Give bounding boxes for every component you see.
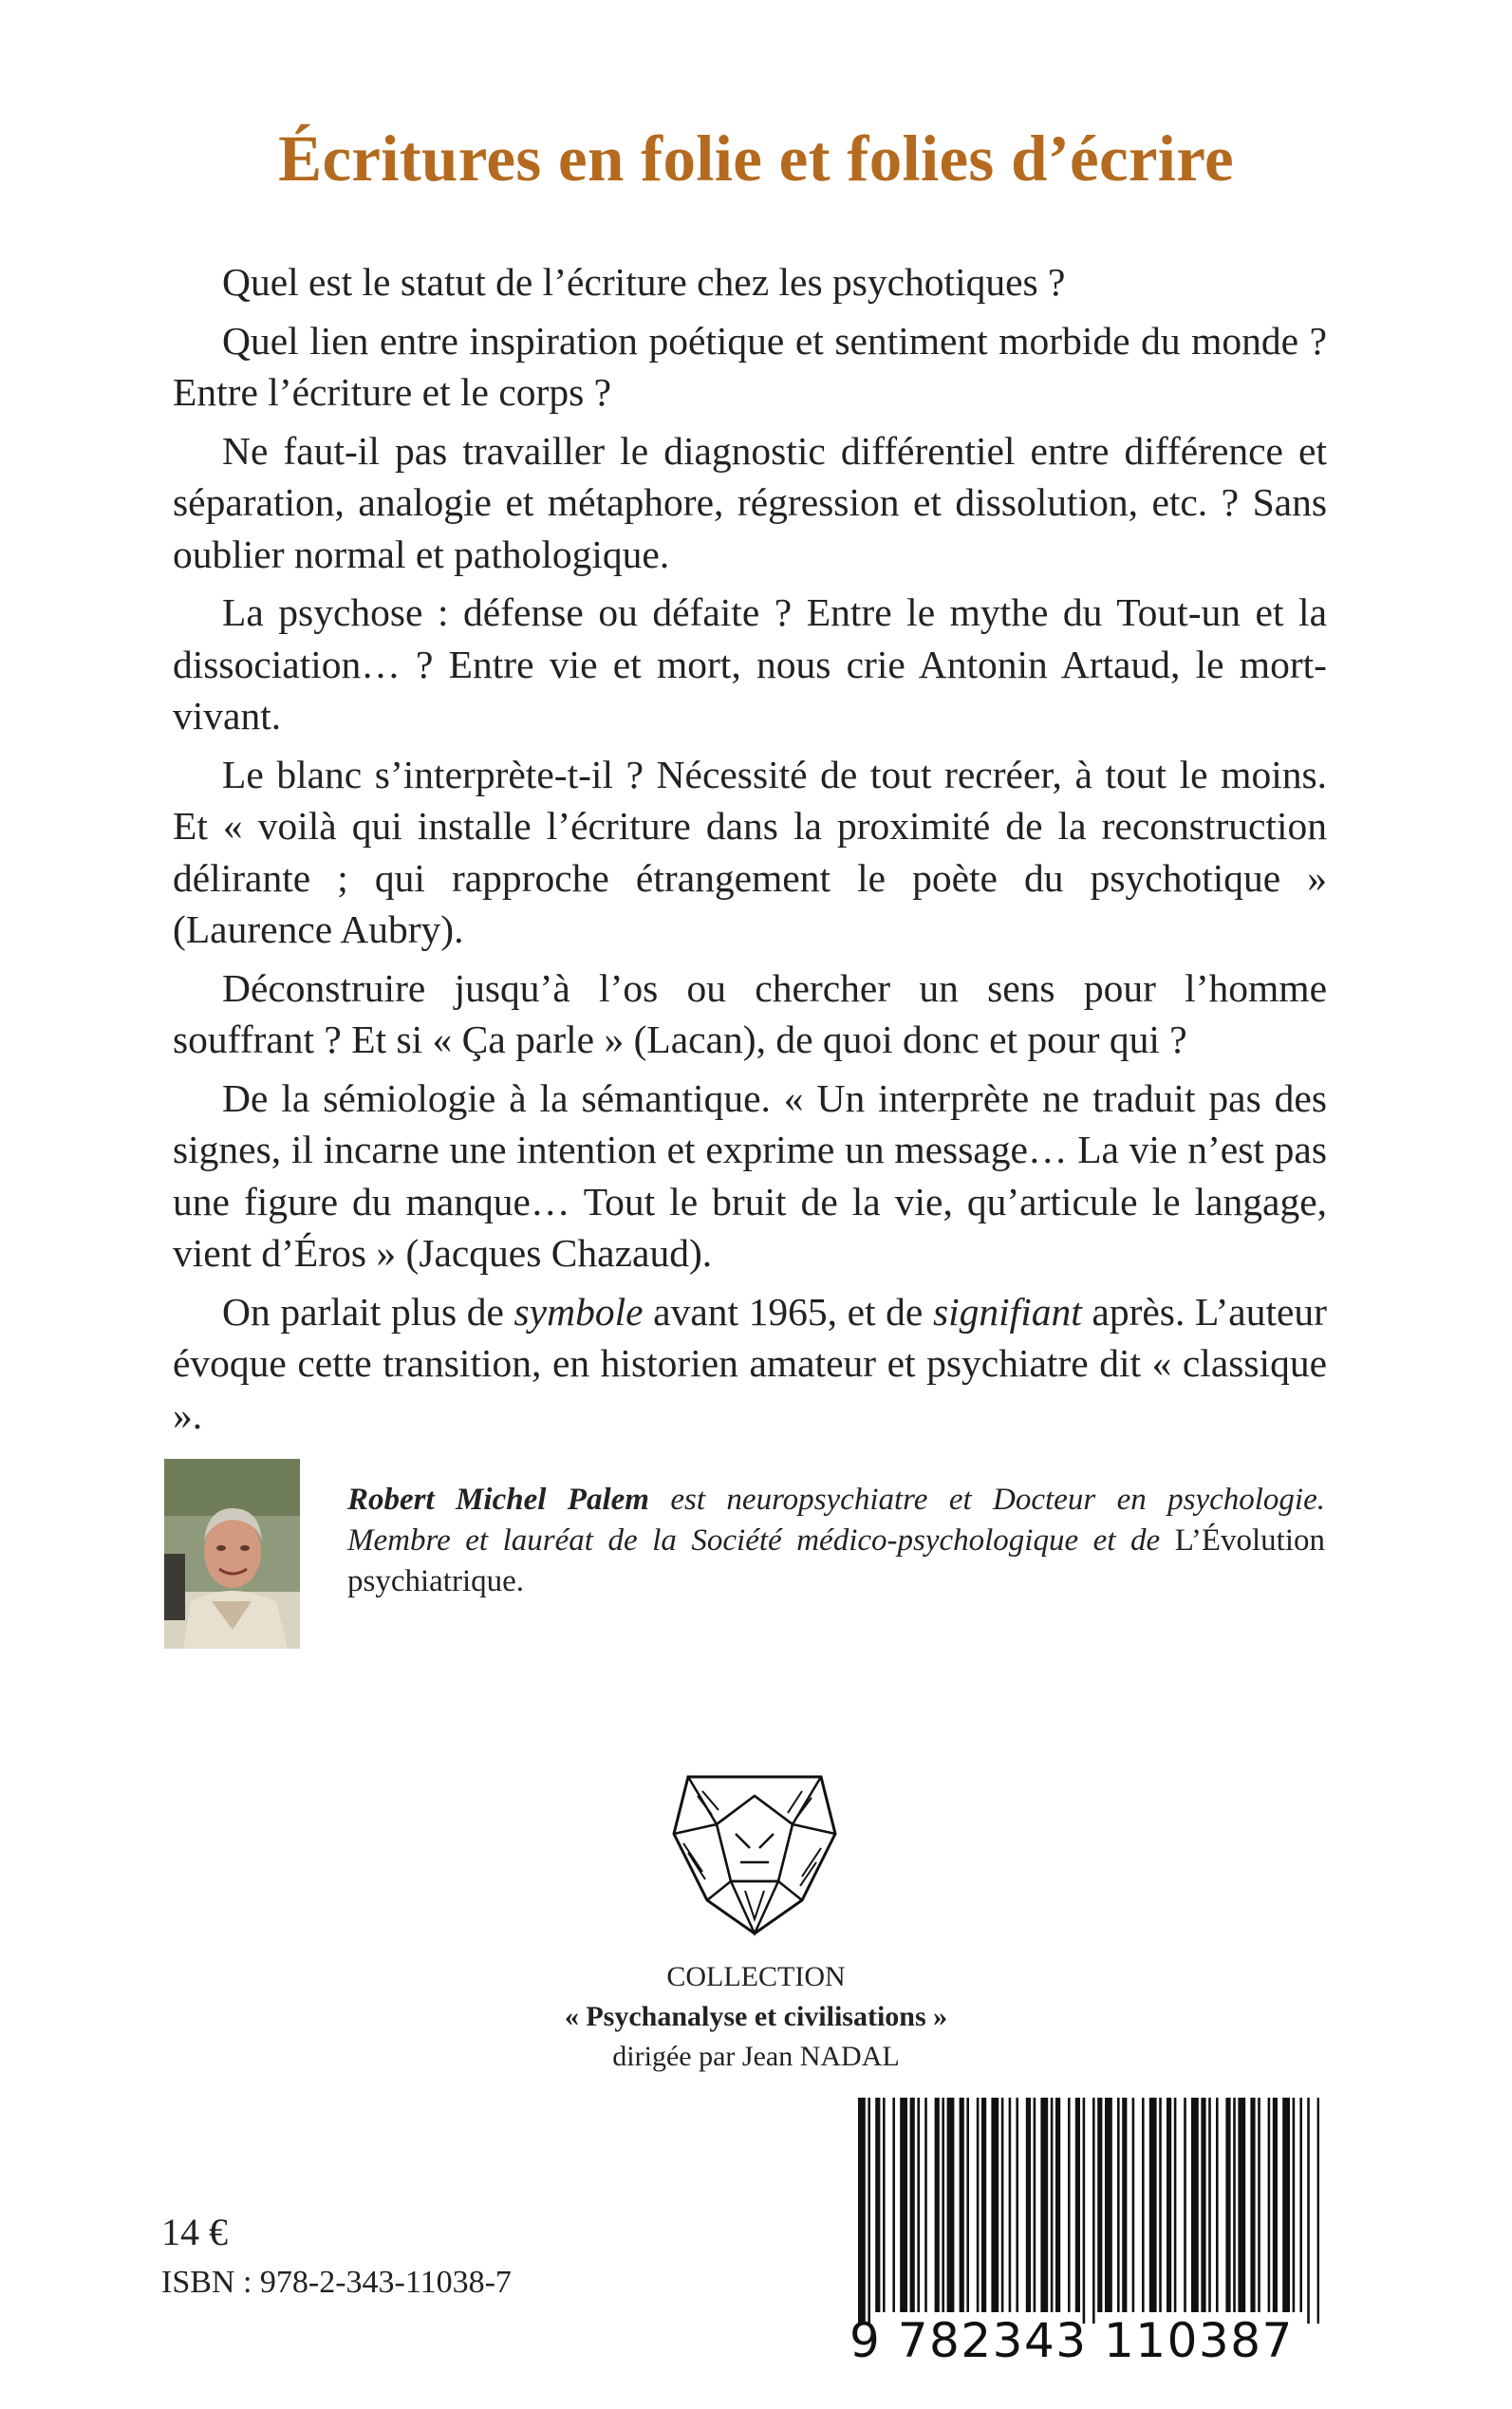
- barcode-bar: [868, 2098, 870, 2324]
- barcode-bar: [1016, 2098, 1018, 2312]
- isbn: ISBN : 978-2-343-11038-7: [161, 2265, 512, 2300]
- paragraph-8-part-1: On parlait plus de: [222, 1289, 514, 1334]
- barcode-bar: [1174, 2098, 1177, 2312]
- publisher-logo: [660, 1758, 849, 1943]
- barcode-bar: [1258, 2098, 1260, 2312]
- barcode-bar: [1055, 2098, 1060, 2312]
- author-journal: L’Évolution psychiatrique: [347, 1523, 1325, 1598]
- barcode-bar: [1273, 2098, 1278, 2312]
- barcode-bar: [910, 2098, 915, 2312]
- barcode-bar: [1201, 2098, 1205, 2312]
- barcode-bar: [1068, 2098, 1071, 2312]
- paragraph-4: La psychose : défense ou défaite ? Entre le mythe du Tout-un et la dissociation… ? Entre vie et mort, nous crie Antonin Artaud, le mort-vivant.: [173, 590, 1327, 738]
- collection-label: COLLECTION: [666, 1961, 846, 1992]
- barcode-bar: [1250, 2098, 1255, 2312]
- barcode-bar: [1026, 2098, 1031, 2312]
- barcode-bar: [1299, 2098, 1302, 2312]
- barcode-bar: [1040, 2098, 1048, 2312]
- barcode-bar: [858, 2098, 866, 2324]
- barcode-bar: [1034, 2098, 1036, 2312]
- collection-info: [0, 1957, 1512, 2077]
- price: 14 €: [161, 2211, 228, 2253]
- barcode-bar: [942, 2098, 944, 2312]
- barcode-bar: [1282, 2098, 1290, 2312]
- barcode-bar: [1191, 2098, 1199, 2312]
- barcode-bar: [1307, 2098, 1310, 2324]
- barcode-bar: [1208, 2098, 1211, 2312]
- barcode-bar: [892, 2098, 895, 2312]
- barcode-bar: [1233, 2098, 1236, 2312]
- author-description: est neuropsychiatre et Docteur en psychologie. Membre et lauréat de la Société médico-psychologique et de: [347, 1483, 1325, 1558]
- barcode-bar: [1092, 2098, 1095, 2324]
- paragraph-8-part-3: après. L’auteur évoque cette transition, en historien amateur et psychiatre dit « classique ».: [173, 1289, 1327, 1437]
- paragraph-8: [173, 1286, 1327, 1442]
- barcode-bar: [1184, 2098, 1186, 2312]
- barcode-bar: [1083, 2098, 1086, 2324]
- barcode-bar: [991, 2098, 999, 2312]
- barcode-bar: [1122, 2098, 1127, 2312]
- barcode-bar: [883, 2098, 886, 2312]
- barcode-bar: [1317, 2098, 1319, 2324]
- barcode-bar: [1001, 2098, 1004, 2312]
- paragraph-6: Déconstruire jusqu’à l’os ou chercher un sens pour l’homme souffrant ? Et si « Ça parle » (Lacan), de quoi donc et pour qui ?: [173, 965, 1327, 1061]
- barcode-bar: [924, 2098, 927, 2312]
- barcode-bar: [977, 2098, 980, 2312]
- author-bio-end: .: [515, 1564, 525, 1598]
- barcode-bar: [1238, 2098, 1245, 2312]
- barcode-bar: [947, 2098, 955, 2312]
- barcode-bar: [1268, 2098, 1271, 2312]
- barcode: [856, 2098, 1321, 2324]
- barcode-bar: [960, 2098, 964, 2312]
- author-block: [164, 1459, 1327, 1649]
- paragraph-8-part-2: avant 1965, et de: [643, 1289, 933, 1334]
- barcode-bar: [1009, 2098, 1012, 2312]
- barcode-bar: [1051, 2098, 1054, 2312]
- barcode-bar: [1149, 2098, 1157, 2312]
- barcode-bar: [966, 2098, 969, 2312]
- barcode-bar: [1117, 2098, 1120, 2312]
- paragraph-3: Ne faut-il pas travailler le diagnostic différentiel entre différence et séparation, analogie et métaphore, régression et dissolution, etc. ? Sans oublier normal et pathologique.: [173, 428, 1327, 576]
- paragraph-7: De la sémiologie à la sémantique. « Un interprète ne traduit pas des signes, il incarne une intention et exprime un message… La vie n’est pas une figure du manque… Tout le bruit de la vie, qu’articule le langage, vient d’Éros » (Jacques Chazaud).: [173, 1075, 1327, 1275]
- author-bio: [347, 1480, 1325, 1602]
- term-symbole: symbole: [513, 1289, 644, 1334]
- collection-director: dirigée par Jean NADAL: [612, 2041, 900, 2072]
- barcode-bar: [1142, 2098, 1145, 2312]
- barcode-bar: [1216, 2098, 1219, 2312]
- barcode-bar: [1167, 2098, 1171, 2312]
- back-cover-text: [173, 256, 1327, 1447]
- barcode-bar: [1293, 2098, 1296, 2312]
- barcode-bar: [1225, 2098, 1230, 2312]
- barcode-digits: 9 782343 110387: [849, 2313, 1294, 2368]
- barcode-bar: [935, 2098, 940, 2312]
- barcode-bar: [1132, 2098, 1135, 2312]
- paragraph-2: Quel lien entre inspiration poétique et sentiment morbide du monde ? Entre l’écriture et le corps ?: [173, 318, 1327, 414]
- paragraph-1: Quel est le statut de l’écriture chez les psychotiques ?: [222, 260, 1066, 304]
- book-title: Écritures en folie et folies d’écrire: [278, 122, 1234, 195]
- barcode-bar: [981, 2098, 986, 2312]
- barcode-bar: [1105, 2098, 1112, 2312]
- author-photo: [164, 1459, 300, 1649]
- author-name: Robert Michel Palem: [347, 1483, 649, 1517]
- paragraph-5: Le blanc s’interprète-t-il ? Nécessité de tout recréer, à tout le moins. Et « voilà qui installe l’écriture dans la proximité de la reconstruction délirante ; qui rapproche étrangement le poète du psychotique » (Laurence Aubry).: [173, 752, 1327, 951]
- barcode-bar: [900, 2098, 907, 2312]
- term-signifiant: signifiant: [932, 1289, 1082, 1334]
- barcode-bar: [1097, 2098, 1102, 2312]
- barcode-bar: [1075, 2098, 1080, 2312]
- barcode-bar: [875, 2098, 880, 2312]
- collection-series: « Psychanalyse et civilisations »: [564, 2001, 948, 2032]
- barcode-bar: [917, 2098, 920, 2312]
- barcode-bar: [1159, 2098, 1162, 2312]
